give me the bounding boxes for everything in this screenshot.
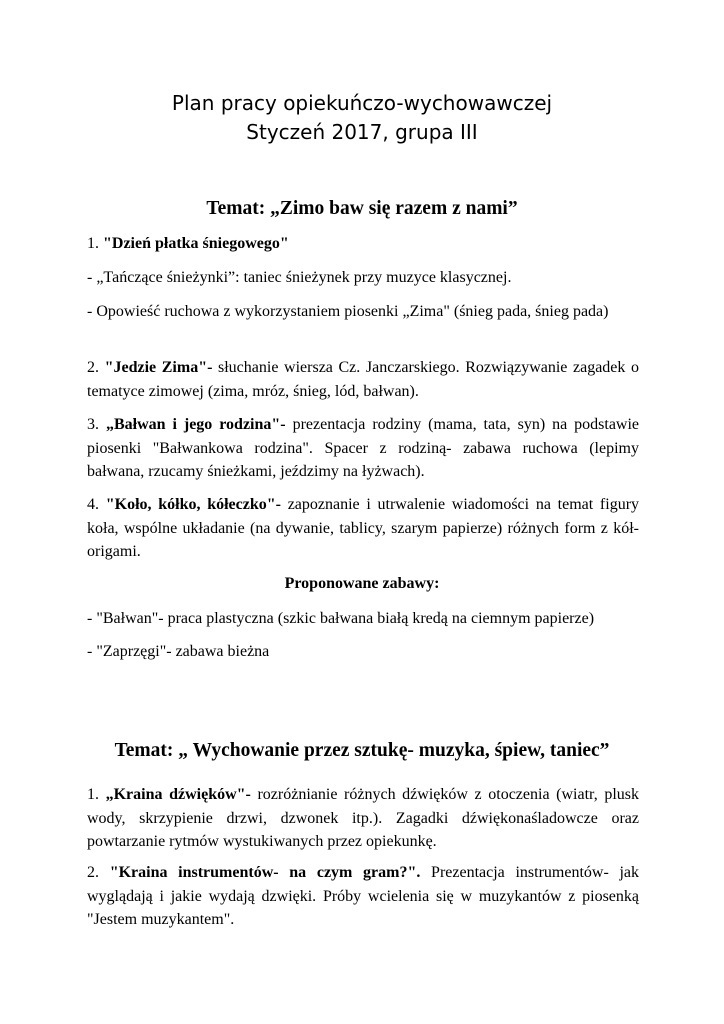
item-title: "Kraina instrumentów- na czym gram?". — [109, 864, 421, 881]
document-subtitle: Styczeń 2017, grupa III — [246, 120, 478, 144]
game-item-2: - "Zaprzęgi"- zabawa bieżna — [87, 643, 270, 660]
item-title: "Koło, kółko, kółeczko"- — [105, 496, 281, 513]
section1-item-4 — [87, 493, 639, 564]
section1-item-story — [87, 300, 639, 324]
section1-topic: Temat: „Zimo baw się razem z nami” — [206, 198, 518, 219]
item-number: 2. — [87, 359, 105, 376]
item-number: 1. — [87, 235, 103, 252]
game-item-1: - "Bałwan"- praca plastyczna (szkic bałwana białą kredą na ciemnym papierze) — [87, 610, 595, 627]
item-number: 2. — [87, 864, 110, 881]
section1-item-dance — [87, 266, 639, 290]
section2-item-2 — [87, 861, 639, 932]
item-text: prezentacja rodziny (mama, tata, syn) na podstawie piosenki "Bałwankowa rodzina". Spacer z rodziną- zabawa ruchowa (lepimy bałwana, rzucamy śnieżkami, jeździmy na łyżwach). — [87, 416, 640, 480]
section1-item-1 — [87, 232, 639, 256]
item-text: rozróżnianie różnych dźwięków z otoczenia (wiatr, plusk wody, skrzypienie drzwi, dzwonek itp.). Zagadki dźwiękonaśladowcze oraz powtarzanie rytmów wystukiwanych przez opiekunkę. — [87, 786, 640, 850]
section2-topic: Temat: „ Wychowanie przez sztukę- muzyka, śpiew, taniec” — [114, 740, 610, 761]
section2-item-1 — [87, 783, 639, 854]
item-number: 3. — [87, 416, 106, 433]
item-number: 1. — [87, 786, 106, 803]
item-title: „Bałwan i jego rodzina"- — [105, 416, 286, 433]
item-text: zapoznanie i utrwalenie wiadomości na temat figury koła, wspólne układanie (na dywanie, tablicy, szarym papierze) różnych form z kół-origami. — [87, 496, 640, 560]
item-number: 4. — [87, 496, 106, 513]
item-text: słuchanie wiersza Cz. Janczarskiego. Rozwiązywanie zagadek o tematyce zimowej (zima, mróz, śnieg, lód, bałwan). — [87, 359, 640, 400]
document-title: Plan pracy opiekuńczo-wychowawczej — [171, 91, 553, 115]
section1-item-2 — [87, 356, 639, 403]
item-text: Prezentacja instrumentów- jak wyglądają i jakie wydają dzwięki. Próby wcielenia się w muzykantów z piosenką "Jestem muzykantem". — [87, 864, 640, 928]
item-text: - „Tańczące śnieżynki”: taniec śnieżynek przy muzyce klasycznej. — [87, 269, 512, 286]
item-title: „Kraina dźwięków"- — [105, 786, 251, 803]
item-title: "Dzień płatka śniegowego" — [103, 235, 289, 252]
item-title: "Jedzie Zima"- — [104, 359, 213, 376]
item-text: - Opowieść ruchowa z wykorzystaniem piosenki „Zima" (śnieg pada, śnieg pada) — [87, 303, 609, 320]
games-heading: Proponowane zabawy: — [284, 575, 440, 592]
section1-item-3 — [87, 413, 639, 484]
